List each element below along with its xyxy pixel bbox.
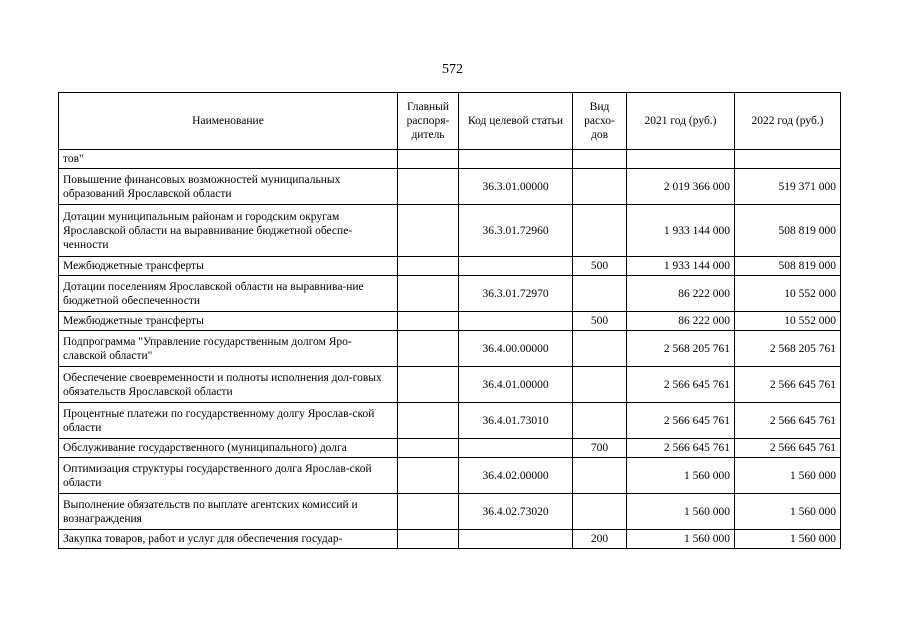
cell-2022: 2 566 645 761	[735, 367, 841, 403]
cell-name: Выполнение обязательств по выплате агентских комиссий и вознаграждения	[59, 494, 398, 530]
cell-code: 36.4.01.73010	[459, 403, 573, 439]
cell-2022: 1 560 000	[735, 458, 841, 494]
cell-name: Обслуживание государственного (муниципального) долга	[59, 439, 398, 458]
cell-2022: 2 566 645 761	[735, 439, 841, 458]
header-2022: 2022 год (руб.)	[735, 93, 841, 150]
cell-type: 700	[573, 439, 627, 458]
cell-name: Процентные платежи по государственному долгу Ярослав-ской области	[59, 403, 398, 439]
table-header-row	[59, 93, 841, 150]
cell-code	[459, 312, 573, 331]
cell-type	[573, 367, 627, 403]
cell-admin	[398, 439, 459, 458]
cell-2022	[735, 150, 841, 169]
cell-code: 36.4.01.00000	[459, 367, 573, 403]
header-admin: Главный распоря-дитель	[398, 93, 459, 150]
cell-2022: 519 371 000	[735, 169, 841, 205]
cell-2022: 2 568 205 761	[735, 331, 841, 367]
cell-name: Подпрограмма "Управление государственным долгом Яро-славской области"	[59, 331, 398, 367]
cell-admin	[398, 331, 459, 367]
cell-admin	[398, 276, 459, 312]
cell-code: 36.3.01.72970	[459, 276, 573, 312]
cell-name: Оптимизация структуры государственного долга Ярослав-ской области	[59, 458, 398, 494]
cell-2021: 2 566 645 761	[627, 439, 735, 458]
table-body	[59, 150, 841, 549]
cell-admin	[398, 494, 459, 530]
table-row	[59, 403, 841, 439]
cell-code	[459, 530, 573, 549]
header-2021: 2021 год (руб.)	[627, 93, 735, 150]
table-row	[59, 439, 841, 458]
table-row	[59, 169, 841, 205]
cell-2022: 1 560 000	[735, 530, 841, 549]
cell-2022: 10 552 000	[735, 276, 841, 312]
header-type: Вид расхо-дов	[573, 93, 627, 150]
cell-type	[573, 150, 627, 169]
cell-admin	[398, 458, 459, 494]
cell-name: тов"	[59, 150, 398, 169]
table-row	[59, 312, 841, 331]
cell-name: Межбюджетные трансферты	[59, 312, 398, 331]
cell-2021: 2 566 645 761	[627, 403, 735, 439]
cell-2021: 1 933 144 000	[627, 257, 735, 276]
table-row	[59, 458, 841, 494]
table-row	[59, 331, 841, 367]
cell-type	[573, 403, 627, 439]
cell-type: 500	[573, 312, 627, 331]
cell-type	[573, 331, 627, 367]
table-row	[59, 150, 841, 169]
cell-2021: 1 560 000	[627, 494, 735, 530]
cell-admin	[398, 530, 459, 549]
cell-2021: 2 568 205 761	[627, 331, 735, 367]
cell-code: 36.3.01.00000	[459, 169, 573, 205]
cell-code: 36.4.02.73020	[459, 494, 573, 530]
cell-2021: 86 222 000	[627, 276, 735, 312]
cell-admin	[398, 169, 459, 205]
cell-name: Межбюджетные трансферты	[59, 257, 398, 276]
table-row	[59, 530, 841, 549]
cell-code: 36.4.00.00000	[459, 331, 573, 367]
table-row	[59, 276, 841, 312]
cell-2022: 508 819 000	[735, 205, 841, 257]
cell-admin	[398, 312, 459, 331]
cell-name: Обеспечение своевременности и полноты исполнения дол-говых обязательств Ярославской области	[59, 367, 398, 403]
cell-admin	[398, 257, 459, 276]
cell-admin	[398, 403, 459, 439]
header-code: Код целевой статьи	[459, 93, 573, 150]
cell-type	[573, 205, 627, 257]
table-row	[59, 367, 841, 403]
cell-2021: 1 560 000	[627, 458, 735, 494]
header-name: Наименование	[59, 93, 398, 150]
cell-code	[459, 257, 573, 276]
cell-name: Дотации поселениям Ярославской области на выравнива-ние бюджетной обеспеченности	[59, 276, 398, 312]
cell-type	[573, 494, 627, 530]
cell-admin	[398, 367, 459, 403]
cell-2022: 508 819 000	[735, 257, 841, 276]
cell-type: 500	[573, 257, 627, 276]
cell-code	[459, 150, 573, 169]
cell-name: Закупка товаров, работ и услуг для обеспечения государ-	[59, 530, 398, 549]
cell-type	[573, 276, 627, 312]
cell-2022: 10 552 000	[735, 312, 841, 331]
cell-2022: 2 566 645 761	[735, 403, 841, 439]
cell-2021	[627, 150, 735, 169]
cell-code: 36.3.01.72960	[459, 205, 573, 257]
page-number: 572	[442, 62, 463, 77]
cell-2021: 1 560 000	[627, 530, 735, 549]
budget-table	[58, 92, 841, 549]
cell-name: Повышение финансовых возможностей муниципальных образований Ярославской области	[59, 169, 398, 205]
cell-code: 36.4.02.00000	[459, 458, 573, 494]
table-row	[59, 494, 841, 530]
cell-type: 200	[573, 530, 627, 549]
cell-name: Дотации муниципальным районам и городским округам Ярославской области на выравнивание бюджетной обеспе-ченности	[59, 205, 398, 257]
cell-admin	[398, 150, 459, 169]
table-row	[59, 257, 841, 276]
cell-2021: 1 933 144 000	[627, 205, 735, 257]
cell-code	[459, 439, 573, 458]
cell-type	[573, 458, 627, 494]
cell-2021: 2 019 366 000	[627, 169, 735, 205]
cell-2021: 86 222 000	[627, 312, 735, 331]
cell-2022: 1 560 000	[735, 494, 841, 530]
cell-type	[573, 169, 627, 205]
cell-admin	[398, 205, 459, 257]
cell-2021: 2 566 645 761	[627, 367, 735, 403]
table-row	[59, 205, 841, 257]
